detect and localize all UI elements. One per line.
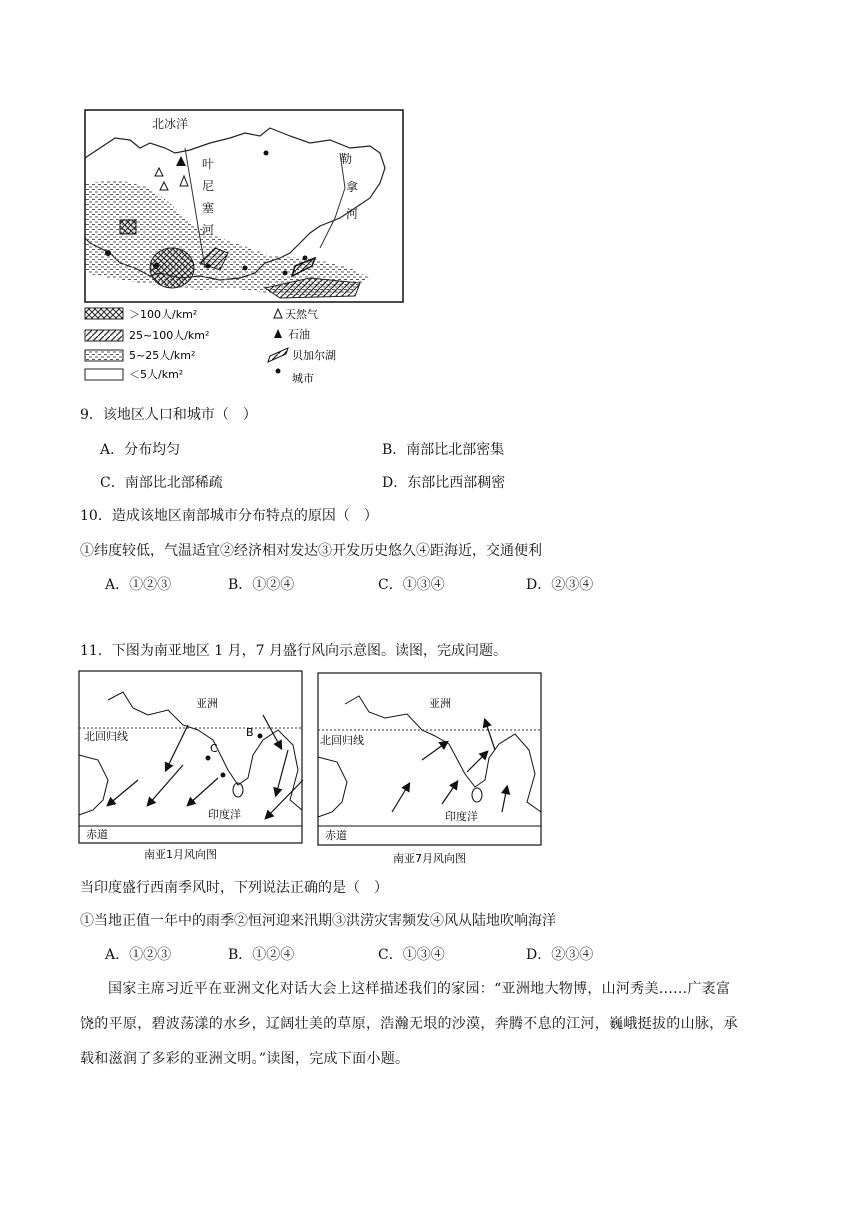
oil-icon — [274, 329, 282, 338]
q11-option-d[interactable]: D．②③④ — [526, 947, 594, 963]
jan-label-asia: 亚洲 — [196, 697, 218, 710]
q9-option-b[interactable]: B．南部比北部密集 — [382, 442, 505, 458]
q9-option-a[interactable]: A．分布均匀 — [100, 442, 181, 458]
south-asia-july-map — [317, 672, 545, 870]
lake-icon — [268, 348, 288, 362]
q10-stem: 10．造成该地区南部城市分布特点的原因（ ） — [80, 508, 378, 524]
jan-label-ocean: 印度洋 — [208, 808, 241, 821]
q10-option-d[interactable]: D．②③④ — [526, 577, 594, 593]
q11-stem: 11．下图为南亚地区 1 月，7 月盛行风向示意图。读图，完成问题。 — [80, 643, 507, 659]
map-label-arctic: 北冰洋 — [152, 117, 189, 131]
map-label-lena-2: 拿 — [346, 180, 359, 194]
legend-25-100: 25~100人/km² — [129, 329, 210, 342]
jan-label-c: C — [210, 742, 218, 755]
legend-baikal: 贝加尔湖 — [292, 349, 336, 362]
jul-label-equator: 赤道 — [325, 829, 347, 842]
q11-option-a[interactable]: A．①②③ — [105, 947, 172, 963]
gas-icon — [274, 309, 282, 318]
map-label-yenisei-3: 塞 — [202, 201, 215, 215]
legend-gas: 天然气 — [285, 308, 318, 321]
legend-over-100: ＞100人/km² — [129, 308, 198, 321]
map-label-yenisei-2: 尼 — [202, 179, 215, 193]
legend-5-25: 5~25人/km² — [129, 349, 196, 362]
siberia-population-map — [80, 108, 410, 388]
q10-option-a[interactable]: A．①②③ — [105, 577, 172, 593]
legend-under-5: ＜5人/km² — [129, 368, 184, 381]
q10-items: ①纬度较低，气温适宜②经济相对发达③开发历史悠久④距海近，交通便利 — [80, 543, 542, 559]
map-label-yenisei-4: 河 — [202, 223, 215, 237]
q9-option-c[interactable]: C．南部比北部稀疏 — [100, 475, 223, 491]
map-label-lena-3: 河 — [346, 207, 359, 221]
jan-label-tropic: 北回归线 — [84, 730, 128, 743]
q9-stem: 9．该地区人口和城市（ ） — [80, 407, 257, 423]
city-icon — [276, 369, 281, 374]
passage-line-3: 载和滋润了多彩的亚洲文明。”读图，完成下面小题。 — [80, 1051, 410, 1067]
map-label-lena-1: 勒 — [340, 152, 353, 166]
legend-oil: 石油 — [288, 328, 310, 341]
q11-question: 当印度盛行西南季风时，下列说法正确的是（ ） — [80, 880, 388, 896]
map-label-yenisei-1: 叶 — [202, 157, 215, 171]
passage-line-2: 饶的平原，碧波荡漾的水乡，辽阔壮美的草原，浩瀚无垠的沙漠，奔腾不息的江河，巍峨挺拔的山脉，承 — [80, 1016, 738, 1032]
q10-option-c[interactable]: C．①③④ — [378, 577, 445, 593]
q11-option-c[interactable]: C．①③④ — [378, 947, 445, 963]
jul-label-ocean: 印度洋 — [445, 810, 478, 823]
jul-label-tropic: 北回归线 — [320, 734, 364, 747]
jan-caption: 南亚1月风向图 — [144, 848, 217, 861]
jul-label-asia: 亚洲 — [429, 697, 451, 710]
jan-label-b: B — [246, 726, 254, 739]
south-asia-january-map — [78, 670, 304, 866]
q9-option-d[interactable]: D．东部比西部稠密 — [382, 475, 506, 491]
jul-caption: 南亚7月风向图 — [393, 852, 466, 865]
q11-items: ①当地正值一年中的雨季②恒河迎来汛期③洪涝灾害频发④风从陆地吹响海洋 — [80, 913, 556, 929]
q10-option-b[interactable]: B．①②④ — [228, 577, 295, 593]
legend-city: 城市 — [292, 372, 314, 385]
q11-option-b[interactable]: B．①②④ — [228, 947, 295, 963]
jan-label-equator: 赤道 — [86, 828, 108, 841]
passage-line-1: 国家主席习近平在亚洲文化对话大会上这样描述我们的家园：“亚洲地大物博，山河秀美......广袤富 — [108, 981, 731, 997]
